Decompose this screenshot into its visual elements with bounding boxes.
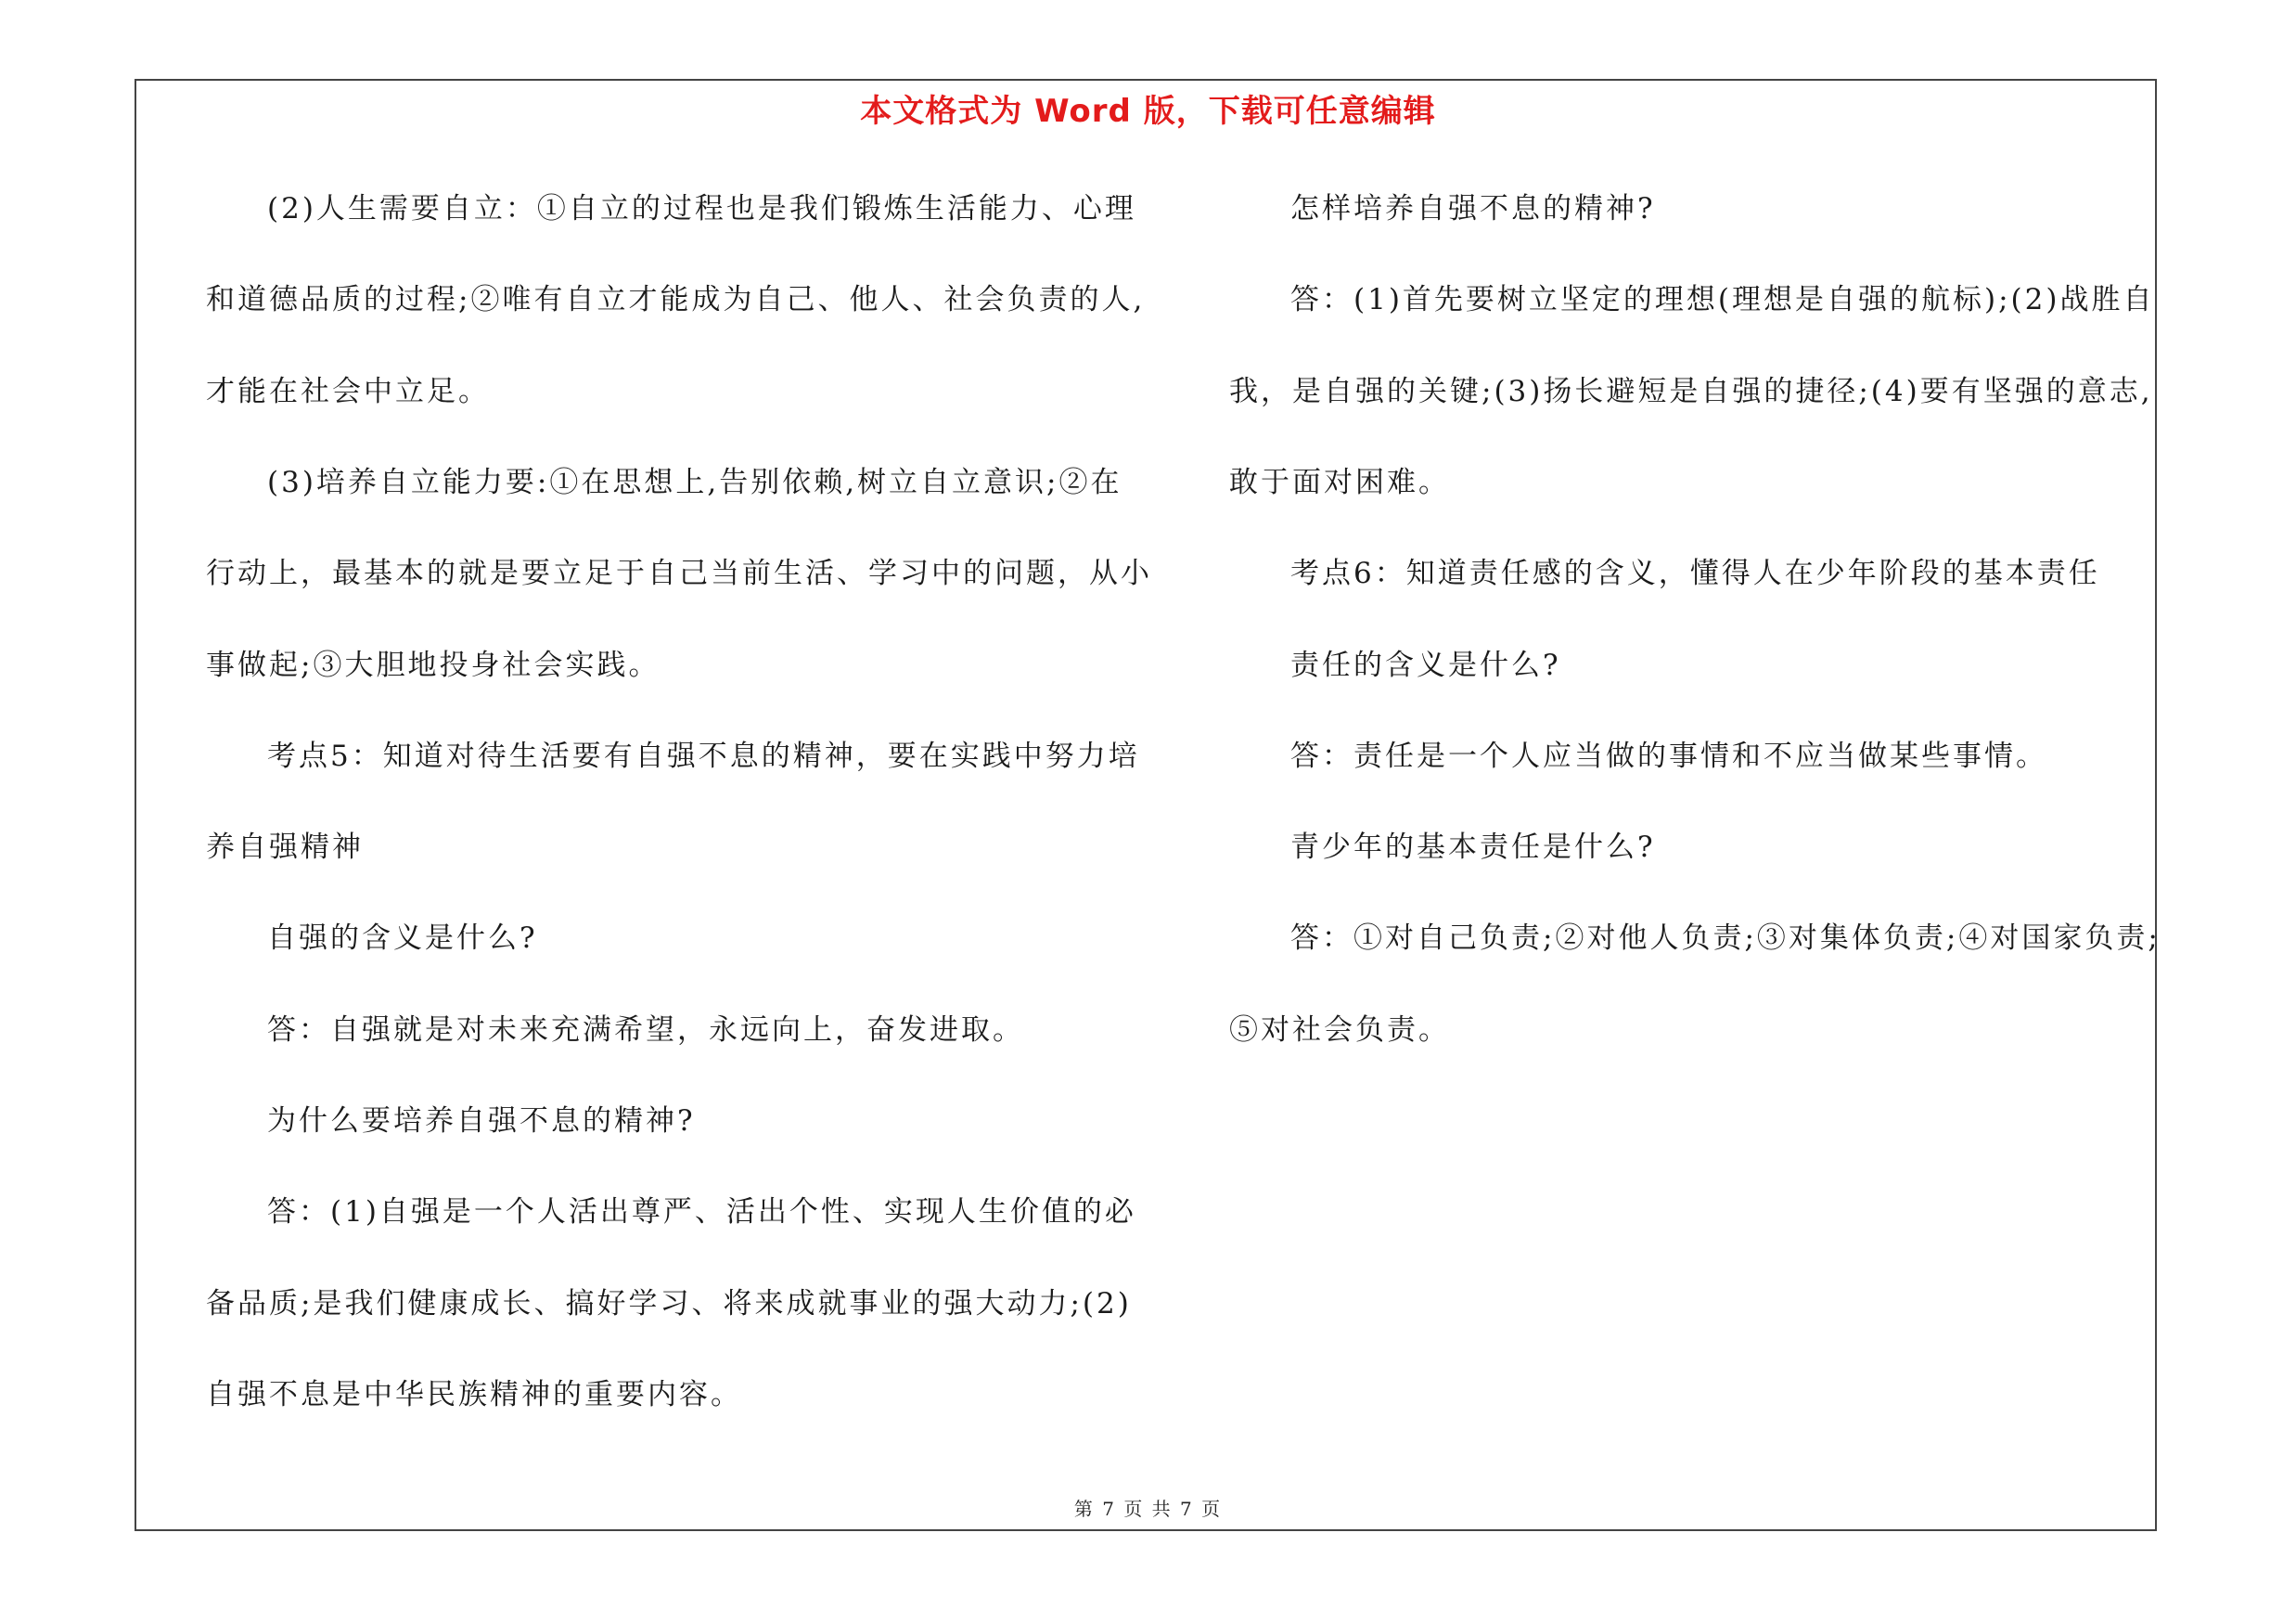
text-line: 答：(1)自强是一个人活出尊严、活出个性、实现人生价值的必 <box>267 1195 1136 1230</box>
text-line: 答：①对自己负责;②对他人负责;③对集体负责;④对国家负责; <box>1290 921 2161 956</box>
text-line: 怎样培养自强不息的精神? <box>1290 192 1656 225</box>
text-line: 才能在社会中立足。 <box>206 374 490 408</box>
text-line: 行动上，最基本的就是要立足于自己当前生活、学习中的问题，从小 <box>206 557 1152 591</box>
text-line: 答：自强就是对未来充满希望，永远向上，奋发进取。 <box>267 1012 1024 1047</box>
text-line: (3)培养自立能力要:①在思想上,告别依赖,树立自立意识;②在 <box>267 465 1122 499</box>
text-line: ⑤对社会负责。 <box>1229 1012 1450 1047</box>
text-line: 敢于面对困难。 <box>1229 465 1450 499</box>
text-line: 答：(1)首先要树立坚定的理想(理想是自强的航标);(2)战胜自 <box>1290 283 2155 317</box>
text-line: 责任的含义是什么? <box>1290 648 1561 682</box>
text-line: 自强不息是中华民族精神的重要内容。 <box>206 1377 742 1411</box>
page-number-footer: 第 7 页 共 7 页 <box>1073 1498 1223 1520</box>
text-line: 考点6：知道责任感的含义，懂得人在少年阶段的基本责任 <box>1290 557 2100 591</box>
word-format-banner: 本文格式为 Word 版，下载可任意编辑 <box>860 93 1436 130</box>
text-line: (2)人生需要自立：①自立的过程也是我们锻炼生活能力、心理 <box>267 192 1136 225</box>
text-line: 自强的含义是什么? <box>267 921 538 956</box>
text-line: 我，是自强的关键;(3)扬长避短是自强的捷径;(4)要有坚强的意志, <box>1229 374 2153 408</box>
text-line: 养自强精神 <box>206 831 364 865</box>
text-line: 青少年的基本责任是什么? <box>1290 831 1656 865</box>
text-line: 和道德品质的过程;②唯有自立才能成为自己、他人、社会负责的人, <box>206 283 1146 317</box>
text-line: 备品质;是我们健康成长、搞好学习、将来成就事业的强大动力;(2) <box>206 1286 1132 1320</box>
text-line: 事做起;③大胆地投身社会实践。 <box>206 648 661 682</box>
text-line: 答：责任是一个人应当做的事情和不应当做某些事情。 <box>1290 739 2047 773</box>
text-line: 考点5：知道对待生活要有自强不息的精神，要在实践中努力培 <box>267 739 1140 773</box>
text-line: 为什么要培养自强不息的精神? <box>267 1104 696 1138</box>
